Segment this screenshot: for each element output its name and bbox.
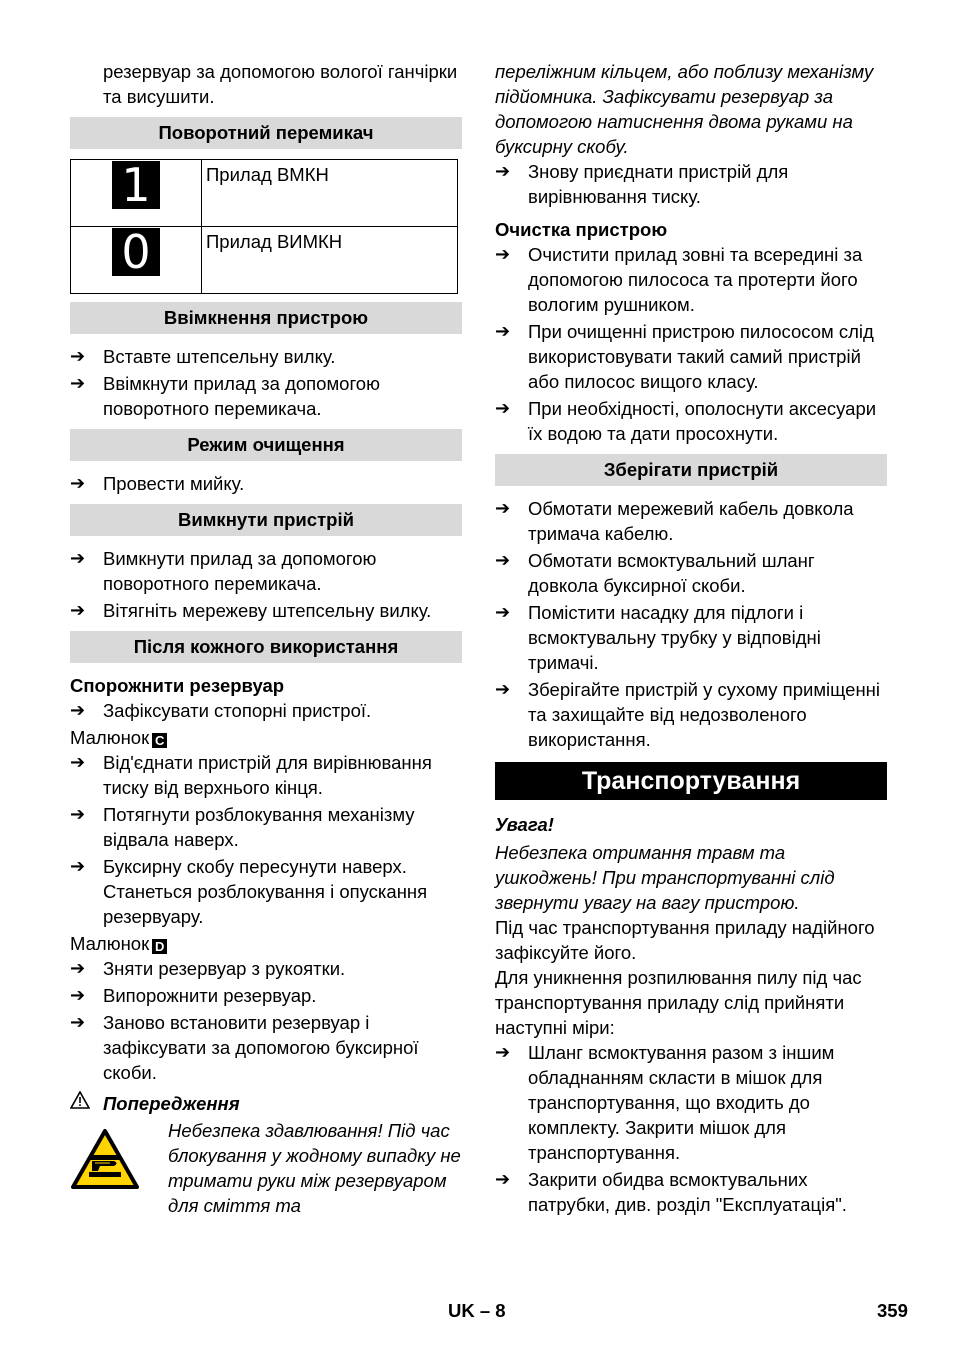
cleaning-subtitle: Очистка пристрою xyxy=(495,219,668,240)
symbol-cell xyxy=(71,160,202,227)
arrow-right-icon: ➔ xyxy=(70,1012,86,1032)
warning-text: Небезпека здавлювання! Під час блокування у жодному випадку не тримати руки між резервуаром для сміття та xyxy=(168,1120,461,1216)
warning-heading xyxy=(70,1091,462,1116)
section-storage-title: Зберігати пристрій xyxy=(495,454,887,486)
continued-text: переліжним кільцем, або поблизу механізму підйомника. Зафіксувати резервуар за допомогою натиснення двома руками на буксирну скобу. xyxy=(495,61,874,157)
list-item: ➔ Шланг всмоктування разом з іншим обладнанням скласти в мішок для транспортування, що входить до комплекту. Закрити мішок для транспортування. xyxy=(495,1042,835,1163)
list-item: ➔ Закрити обидва всмоктувальних патрубки, див. розділ "Експлуатація". xyxy=(495,1169,847,1215)
figure-letter-c: C xyxy=(152,733,167,748)
transport-paragraph-1: Під час транспортування приладу надійного зафіксуйте його. xyxy=(495,917,875,963)
arrow-right-icon: ➔ xyxy=(70,346,86,366)
arrow-right-icon: ➔ xyxy=(495,244,511,264)
arrow-right-icon: ➔ xyxy=(495,550,511,570)
list-item: ➔ Вимкнути прилад за допомогою поворотного перемикача. xyxy=(70,548,377,594)
empty-tank-subtitle: Спорожнити резервуар xyxy=(70,675,285,696)
arrow-right-icon: ➔ xyxy=(495,602,511,622)
arrow-right-icon: ➔ xyxy=(495,1169,511,1189)
section-rotary-switch-title: Поворотний перемикач xyxy=(70,117,462,149)
figure-reference-c: Малюнок C xyxy=(70,725,462,750)
list-item: ➔ Випорожнити резервуар. xyxy=(70,985,317,1006)
figure-reference-d: Малюнок D xyxy=(70,931,462,956)
hand-crush-warning-icon xyxy=(70,1118,168,1218)
attention-text: Небезпека отримання травм та ушкоджень! При транспортуванні слід звернути увагу на вагу пристрою. xyxy=(495,842,835,913)
arrow-right-icon: ➔ xyxy=(70,856,86,876)
arrow-right-icon: ➔ xyxy=(70,700,86,720)
switch-symbol-on: 1 xyxy=(112,161,160,209)
left-column xyxy=(70,59,462,1218)
section-switch-off-title: Вимкнути пристрій xyxy=(70,504,462,536)
section-switch-on-title: Ввімкнення пристрою xyxy=(70,302,462,334)
list-item: ➔ Зберігайте пристрій у сухому приміщенні та захищайте від недозволеного використання. xyxy=(495,679,880,750)
list-item: ➔ Обмотати всмоктувальний шланг довкола буксирної скоби. xyxy=(495,550,815,596)
warning-triangle-icon xyxy=(70,1091,90,1116)
footer-page-number: 359 xyxy=(877,1300,908,1321)
list-item: ➔ Зняти резервуар з рукоятки. xyxy=(70,958,346,979)
list-item: ➔ При необхідності, ополоснути аксесуари їх водою та дати просохнути. xyxy=(495,398,877,444)
list-item: ➔ Зафіксувати стопорні пристрої. xyxy=(70,700,372,721)
arrow-right-icon: ➔ xyxy=(495,398,511,418)
arrow-right-icon: ➔ xyxy=(70,985,86,1005)
list-item: ➔ При очищенні пристрою пилососом слід використовувати такий самий пристрій або пилосос вищого класу. xyxy=(495,321,874,392)
list-item: ➔ Від'єднати пристрій для вирівнювання тиску від верхнього кінця. xyxy=(70,752,432,798)
list-item: ➔ Вітягніть мережеву штепсельну вилку. xyxy=(70,600,432,621)
arrow-right-icon: ➔ xyxy=(495,679,511,699)
switch-symbol-off: 0 xyxy=(112,228,160,276)
list-item: ➔ Заново встановити резервуар і зафіксувати за допомогою буксирної скоби. xyxy=(70,1012,419,1083)
arrow-right-icon: ➔ xyxy=(495,161,511,181)
arrow-right-icon: ➔ xyxy=(70,600,86,620)
arrow-right-icon: ➔ xyxy=(70,373,86,393)
list-item: ➔ Знову приєднати пристрій для вирівнювання тиску. xyxy=(495,161,789,207)
section-transport-title: Транспортування xyxy=(495,762,887,800)
footer-section-label: UK – 8 xyxy=(448,1300,506,1321)
right-column xyxy=(495,59,887,1219)
symbol-cell xyxy=(71,227,202,294)
section-cleaning-mode-title: Режим очищення xyxy=(70,429,462,461)
rotary-switch-table xyxy=(70,159,458,294)
warning-title: Попередження xyxy=(103,1093,240,1114)
switch-label-off: Прилад ВИМКН xyxy=(202,227,458,294)
list-item: ➔ Вставте штепсельну вилку. xyxy=(70,346,336,367)
attention-title: Увага! xyxy=(495,814,554,835)
arrow-right-icon: ➔ xyxy=(495,1042,511,1062)
transport-paragraph-2: Для уникнення розпилювання пилу під час транспортування приладу слід прийняти наступні міри: xyxy=(495,967,862,1038)
arrow-right-icon: ➔ xyxy=(495,321,511,341)
intro-text: резервуар за допомогою вологої ганчірки та висушити. xyxy=(103,61,458,107)
list-item: ➔ Обмотати мережевий кабель довкола тримача кабелю. xyxy=(495,498,854,544)
arrow-right-icon: ➔ xyxy=(70,548,86,568)
arrow-right-icon: ➔ xyxy=(495,498,511,518)
list-item: ➔ Потягнути розблокування механізму відвала наверх. xyxy=(70,804,415,850)
switch-label-on: Прилад ВМКН xyxy=(202,160,458,227)
list-item: ➔ Провести мийку. xyxy=(70,473,245,494)
list-item: ➔ Буксирну скобу пересунути наверх. Станеться розблокування і опускання резервуару. xyxy=(70,856,428,927)
table-row xyxy=(71,227,458,294)
arrow-right-icon: ➔ xyxy=(70,958,86,978)
arrow-right-icon: ➔ xyxy=(70,473,86,493)
list-item: ➔ Помістити насадку для підлоги і всмоктувальну трубку у відповідні тримачі. xyxy=(495,602,821,673)
figure-letter-d: D xyxy=(152,939,167,954)
table-row xyxy=(71,160,458,227)
arrow-right-icon: ➔ xyxy=(70,804,86,824)
arrow-right-icon: ➔ xyxy=(70,752,86,772)
warning-block xyxy=(70,1118,462,1218)
list-item: ➔ Очистити прилад зовні та всередині за допомогою пилососа та протерти його вологим рушником. xyxy=(495,244,863,315)
list-item: ➔ Ввімкнути прилад за допомогою поворотного перемикача. xyxy=(70,373,380,419)
section-after-use-title: Після кожного використання xyxy=(70,631,462,663)
